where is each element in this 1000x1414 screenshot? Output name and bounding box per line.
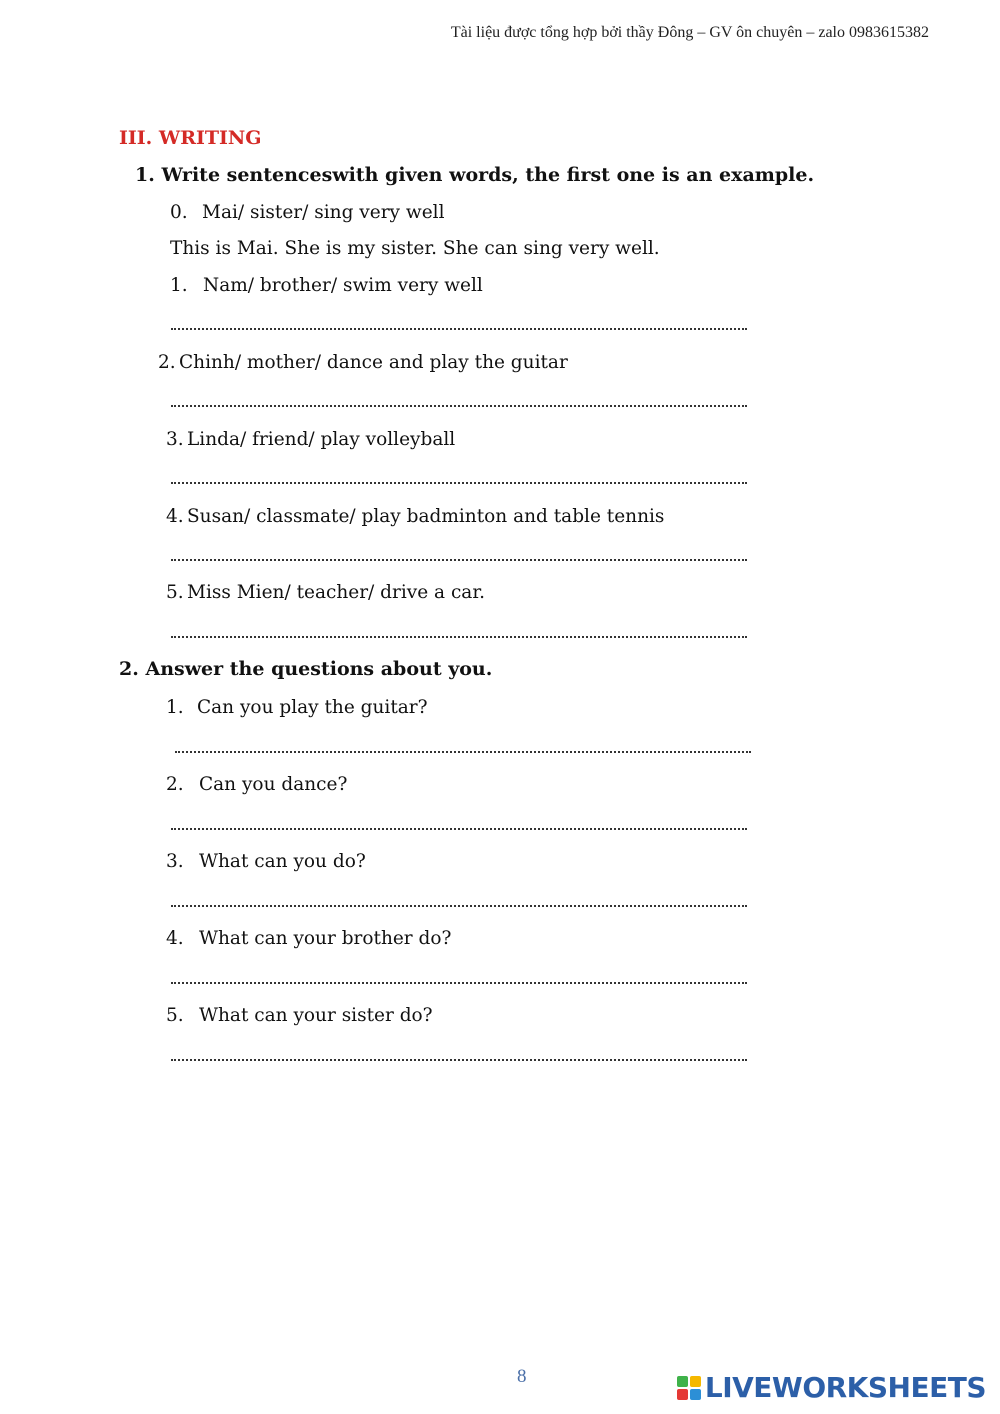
item-number: 5. bbox=[166, 1005, 184, 1026]
task2-title: 2. Answer the questions about you. bbox=[119, 658, 493, 680]
page-number: 8 bbox=[517, 1366, 527, 1387]
answer-line-2-4[interactable] bbox=[171, 982, 747, 984]
answer-line-1-3[interactable] bbox=[171, 482, 747, 484]
item-text: Nam/ brother/ swim very well bbox=[203, 275, 483, 296]
item-text: Chinh/ mother/ dance and play the guitar bbox=[179, 352, 568, 373]
liveworksheets-brand bbox=[677, 1371, 986, 1404]
task2-item-1 bbox=[166, 697, 428, 718]
item-number: 4. bbox=[166, 928, 184, 949]
task2-item-2 bbox=[166, 774, 347, 795]
task1-title: 1. Write sentenceswith given words, the first one is an example. bbox=[135, 164, 815, 186]
item-number: 3. bbox=[166, 429, 184, 450]
item-text: What can your sister do? bbox=[199, 1005, 433, 1026]
item-number: 2. bbox=[166, 774, 184, 795]
task1-item-4 bbox=[166, 506, 664, 527]
example-prompt bbox=[170, 202, 445, 223]
task2-item-5 bbox=[166, 1005, 433, 1026]
answer-line-2-1[interactable] bbox=[175, 751, 751, 753]
item-number: 3. bbox=[166, 851, 184, 872]
section-title: III. WRITING bbox=[119, 127, 262, 149]
answer-line-2-2[interactable] bbox=[171, 828, 747, 830]
example-answer: This is Mai. She is my sister. She can sing very well. bbox=[170, 238, 660, 259]
answer-line-1-4[interactable] bbox=[171, 559, 747, 561]
task1-item-2 bbox=[158, 352, 568, 373]
item-number: 1. bbox=[170, 275, 188, 296]
item-text: What can your brother do? bbox=[199, 928, 452, 949]
answer-line-1-5[interactable] bbox=[171, 636, 747, 638]
task2-item-4 bbox=[166, 928, 451, 949]
answer-line-1-1[interactable] bbox=[171, 328, 747, 330]
example-number: 0. bbox=[170, 202, 188, 223]
item-text: Susan/ classmate/ play badminton and table tennis bbox=[187, 506, 665, 527]
answer-line-2-3[interactable] bbox=[171, 905, 747, 907]
item-text: Linda/ friend/ play volleyball bbox=[187, 429, 456, 450]
item-text: What can you do? bbox=[199, 851, 366, 872]
page-header: Tài liệu được tổng hợp bởi thầy Đông – GV ôn chuyên – zalo 0983615382 bbox=[450, 24, 929, 41]
answer-line-2-5[interactable] bbox=[171, 1059, 747, 1061]
item-text: Can you dance? bbox=[199, 774, 348, 795]
liveworksheets-wordmark: LIVEWORKSHEETS bbox=[704, 1371, 986, 1404]
item-number: 1. bbox=[166, 697, 184, 718]
example-prompt-text: Mai/ sister/ sing very well bbox=[202, 202, 445, 223]
task1-item-3 bbox=[166, 429, 455, 450]
liveworksheets-logo-icon bbox=[677, 1376, 701, 1400]
item-number: 2. bbox=[158, 352, 176, 373]
item-text: Miss Mien/ teacher/ drive a car. bbox=[187, 582, 486, 603]
task1-item-5 bbox=[166, 582, 485, 603]
task2-item-3 bbox=[166, 851, 366, 872]
task1-item-1 bbox=[170, 275, 483, 296]
answer-line-1-2[interactable] bbox=[171, 405, 747, 407]
item-number: 5. bbox=[166, 582, 184, 603]
item-text: Can you play the guitar? bbox=[197, 697, 428, 718]
item-number: 4. bbox=[166, 506, 184, 527]
